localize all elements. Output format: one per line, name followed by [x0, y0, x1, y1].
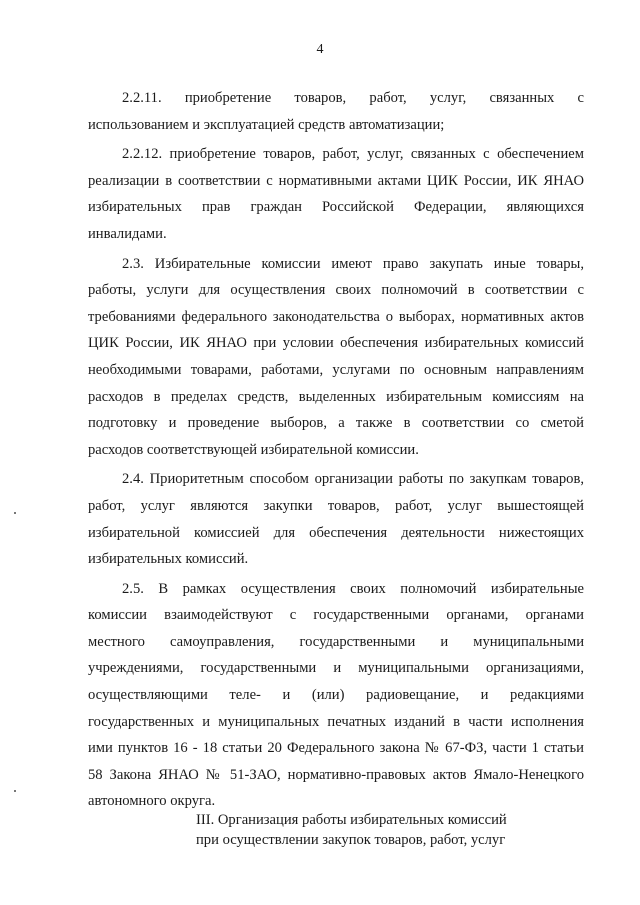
text-line: местного самоуправления, государственными и муниципальными: [88, 633, 584, 650]
text-line: государственных и муниципальных печатных изданий в части исполнения: [88, 713, 584, 730]
text-line: необходимыми товарами, работами, услугами по основным направлениям: [88, 361, 584, 378]
text-line: комиссии взаимодействуют с государственными органами, органами: [88, 607, 584, 624]
text-line: использованием и эксплуатацией средств автоматизации;: [88, 116, 445, 133]
text-line: 2.2.12. приобретение товаров, работ, услуг, связанных с обеспечением: [122, 146, 584, 163]
text-line: избирательных прав граждан Российской Федерации, являющихся: [88, 199, 584, 216]
text-line: инвалидами.: [88, 225, 167, 242]
margin-mark: [14, 512, 16, 514]
text-line: 2.2.11. приобретение товаров, работ, услуг, связанных с: [122, 90, 584, 106]
section-heading: [196, 810, 556, 850]
text-line: автономного округа.: [88, 793, 216, 810]
text-line: подготовку и проведение выборов, а также в соответствии со сметой: [88, 415, 584, 432]
text-line: реализации в соответствии с нормативными актами ЦИК России, ИК ЯНАО: [88, 172, 584, 189]
page-number: 4: [316, 42, 324, 57]
section-heading-line-2: при осуществлении закупок товаров, работ, услуг: [196, 832, 506, 848]
section-heading-line-1: III. Организация работы избирательных комиссий: [196, 812, 507, 828]
text-line: ими пунктов 16 - 18 статьи 20 Федерального закона № 67-ФЗ, части 1 статьи: [88, 740, 584, 757]
text-line: ЦИК России, ИК ЯНАО при условии обеспечения избирательных комиссий: [88, 335, 584, 352]
body-text: [88, 85, 584, 815]
text-line: избирательной комиссией для обеспечения деятельности нижестоящих: [88, 524, 584, 541]
text-line: 2.3. Избирательные комиссии имеют право закупать иные товары,: [122, 255, 584, 272]
text-line: осуществляющими теле- и (или) радиовещание, и редакциями: [88, 687, 584, 704]
text-line: требованиями федерального законодательства о выборах, нормативных актов: [88, 308, 584, 325]
text-line: учреждениями, государственными и муниципальными организациями,: [88, 660, 584, 677]
text-line: расходов в пределах средств, выделенных избирательным комиссиям на: [88, 388, 584, 405]
text-line: работы, услуги для осуществления своих полномочий в соответствии с: [88, 282, 584, 299]
margin-mark: [14, 790, 16, 792]
text-line: расходов соответствующей избирательной комиссии.: [88, 441, 419, 458]
text-line: 58 Закона ЯНАО № 51-ЗАО, нормативно-правовых актов Ямало-Ненецкого: [88, 766, 584, 783]
text-line: работ, услуг являются закупки товаров, работ, услуг вышестоящей: [88, 497, 584, 514]
text-line: 2.5. В рамках осуществления своих полномочий избирательные: [122, 580, 584, 597]
text-line: 2.4. Приоритетным способом организации работы по закупкам товаров,: [122, 471, 584, 488]
text-line: избирательных комиссий.: [88, 551, 249, 568]
